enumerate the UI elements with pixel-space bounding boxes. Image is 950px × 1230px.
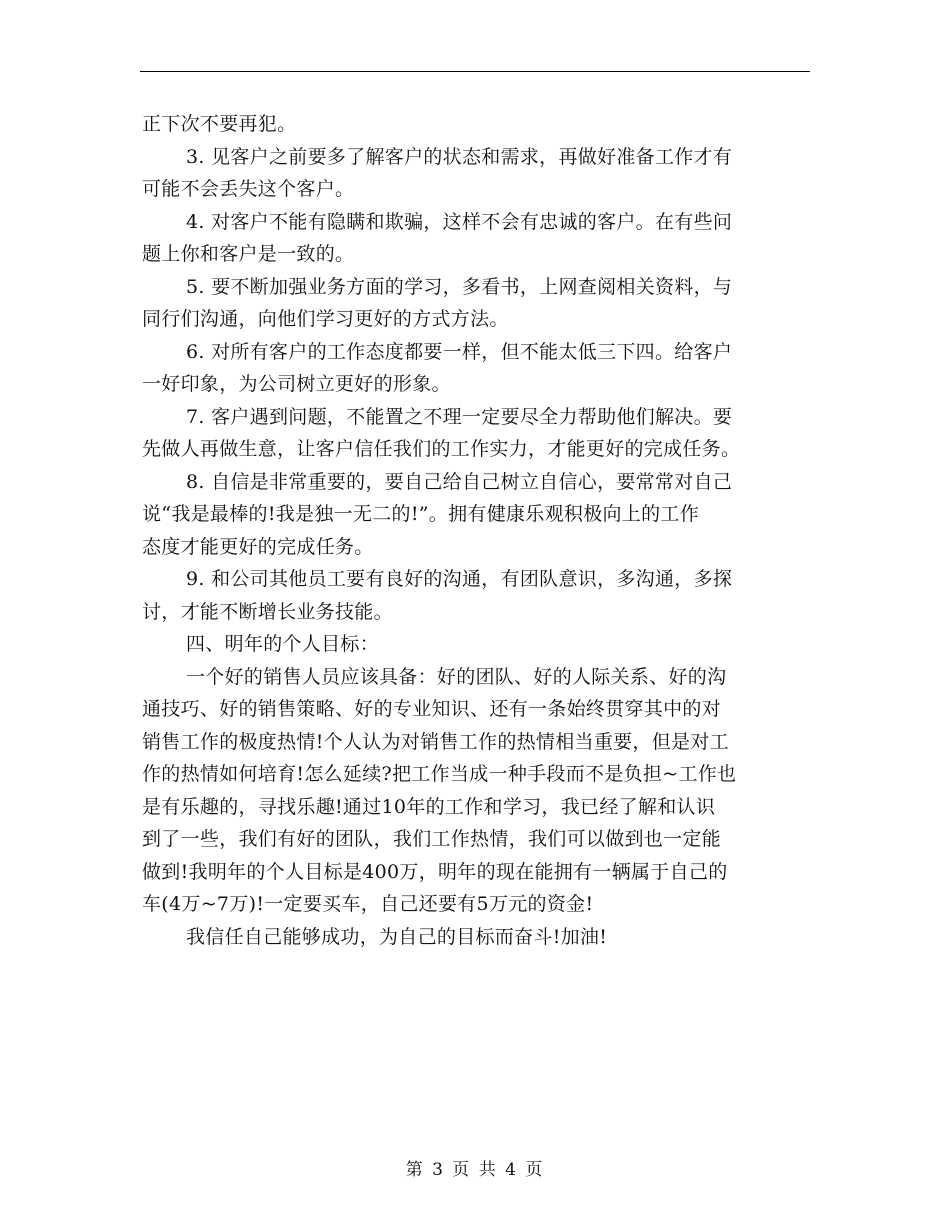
text-line: 做到!我明年的个人目标是400万，明年的现在能拥有一辆属于自己的: [142, 860, 728, 883]
page-number: 第 3 页 共 4 页: [405, 1160, 545, 1180]
text-line: 车(4万~7万)!一定要买车，自己还要有5万元的资金!: [142, 893, 594, 915]
text-line: 销售工作的极度热情!个人认为对销售工作的热情相当重要，但是对工: [142, 730, 729, 753]
text-line: 7. 客户遇到问题，不能置之不理一定要尽全力帮助他们解决。要: [186, 405, 733, 428]
text-line: 讨，才能不断增长业务技能。: [142, 600, 393, 623]
text-line: 4. 对客户不能有隐瞒和欺骗，这样不会有忠诚的客户。在有些问: [186, 210, 733, 233]
text-line: 同行们沟通，向他们学习更好的方式方法。: [142, 308, 509, 330]
text-line: 8. 自信是非常重要的，要自己给自己树立自信心，要常常对自己: [186, 470, 733, 493]
document-body: [142, 108, 810, 953]
text-line: 态度才能更好的完成任务。: [142, 535, 374, 558]
text-line: 到了一些，我们有好的团队，我们工作热情，我们可以做到也一定能: [142, 828, 722, 850]
text-line: 我信任自己能够成功，为自己的目标而奋斗!加油!: [186, 925, 608, 948]
text-line: 先做人再做生意，让客户信任我们的工作实力，才能更好的完成任务。: [142, 438, 741, 460]
text-line: 是有乐趣的，寻找乐趣!通过10年的工作和学习，我已经了解和认识: [142, 795, 716, 818]
text-line: 说“我是最棒的!我是独一无二的!”。拥有健康乐观积极向上的工作: [142, 503, 699, 525]
header-rule: [140, 71, 810, 72]
section-heading: 四、明年的个人目标：: [186, 633, 380, 655]
text-line: 5. 要不断加强业务方面的学习，多看书，上网查阅相关资料，与: [186, 275, 733, 298]
text-line: 通技巧、好的销售策略、好的专业知识、还有一条始终贯穿其中的对: [142, 698, 722, 720]
text-line: 可能不会丢失这个客户。: [142, 178, 355, 200]
text-line: 6. 对所有客户的工作态度都要一样，但不能太低三下四。给客户: [186, 340, 733, 363]
text-line: 3. 见客户之前要多了解客户的状态和需求，再做好准备工作才有: [186, 145, 733, 168]
text-line: 一好印象，为公司树立更好的形象。: [142, 373, 451, 395]
text-line: 作的热情如何培育!怎么延续?把工作当成一种手段而不是负担~工作也: [142, 763, 737, 785]
text-line: 正下次不要再犯。: [142, 113, 297, 135]
text-line: 9. 和公司其他员工要有良好的沟通，有团队意识，多沟通，多探: [186, 568, 733, 590]
text-line: 题上你和客户是一致的。: [142, 243, 355, 265]
text-line: 一个好的销售人员应该具备：好的团队、好的人际关系、好的沟: [186, 665, 727, 688]
